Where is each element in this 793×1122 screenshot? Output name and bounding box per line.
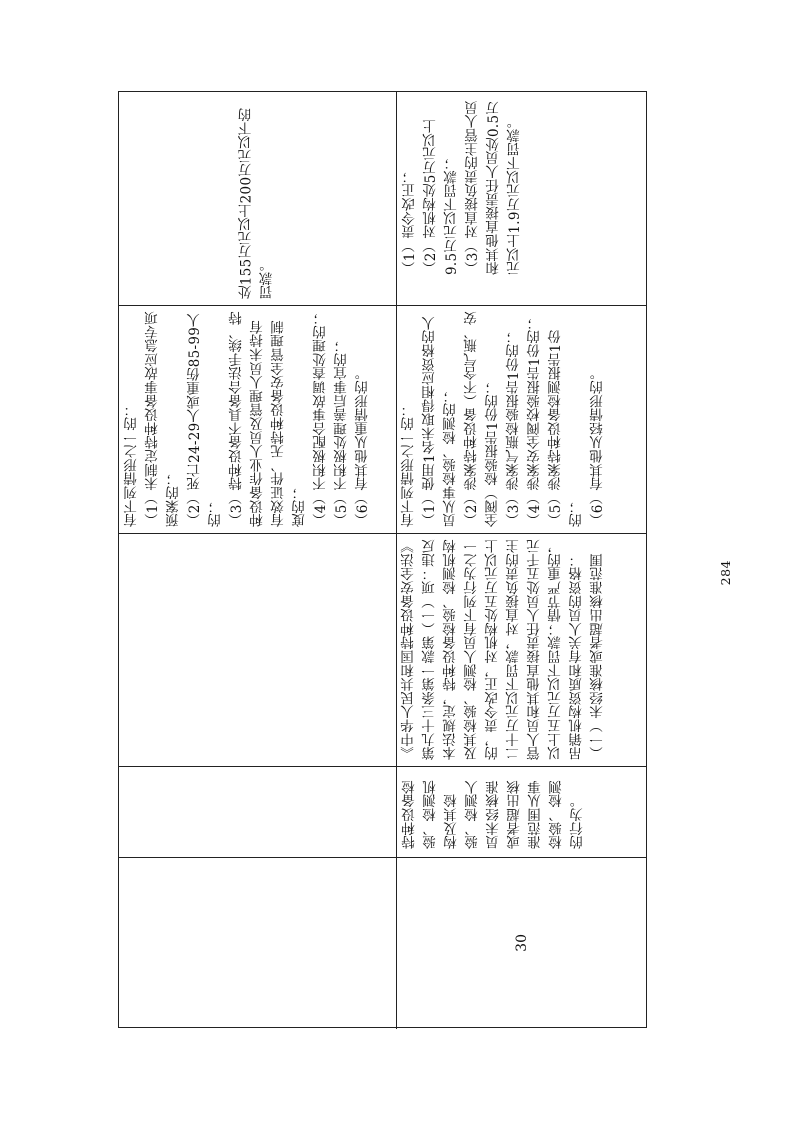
- row2-circumstance-line: （6）有其他从轻情形的。: [590, 366, 606, 527]
- row1-circumstance-line: 有下列情形之一的：: [124, 402, 140, 527]
- rotated-table: [118, 91, 647, 1028]
- row1-circumstances-cell: [119, 305, 396, 533]
- row2-circumstance-line: 有下列情形之一的：: [401, 402, 417, 527]
- row1-number-box: [119, 857, 396, 1029]
- row1-item: [119, 766, 396, 857]
- row2-item-number-cell: [396, 766, 648, 1029]
- column-divider-item-number: [119, 857, 646, 858]
- row1-circumstances: [119, 305, 396, 533]
- row2-basis-cell: [396, 533, 648, 766]
- row1-circumstance-line: （2）死亡24-29人或重伤85-99人的；: [187, 313, 224, 527]
- row1-circumstance-line: （6）有其他从重情形的。: [355, 366, 371, 527]
- row2-circumstance-line: （3）涉案气瓶检验报告1份的；: [506, 329, 522, 527]
- row1-penalty-cell: [119, 92, 396, 305]
- row2-item: 特种设备检验、检测机构及其检验、检测人员未经核准或者超出核准范围从事检验、检测的行为。: [402, 780, 586, 849]
- row2-circumstances-cell: [396, 305, 648, 533]
- page-number: 284: [718, 560, 733, 586]
- row2-circumstances: [396, 305, 648, 533]
- row2-penalty-line: （3）对直接负责的主管人员和其他直接责任人员处0.5万元以上1.9万元以下罚款。: [465, 100, 523, 275]
- row1-penalty-line: 处155万元以上200万元以下的罚款。: [238, 107, 276, 299]
- row1-circumstance-line: （4）不积极配合事故调查处理的；: [313, 311, 329, 527]
- row1-item-box: [119, 766, 396, 857]
- row2-penalty-cell: [396, 92, 648, 305]
- row1-circumstance-line: （3）特种设备不具备合法手续、特种设备作业人员及管理人员未持有有效证件、无特种设备安全管理制度的；: [229, 311, 308, 527]
- row1-penalty: [119, 92, 396, 305]
- row2-circumstance-line: （5）涉案特种设备检测报告1份的；: [548, 329, 585, 527]
- row2-item-box: [396, 766, 648, 857]
- row2-penalty-line: （1）责令改正；: [402, 169, 418, 275]
- row1-circumstance-line: （5）不积极处理善后事宜的；: [334, 338, 350, 527]
- row1-circumstance-line: （1）未制定特种设备事故应急专项预案的；: [145, 311, 182, 527]
- row1-item-number-cell: [119, 766, 396, 1029]
- row2-penalty: [396, 92, 648, 305]
- row2-circumstance-line: （4）涉案安全阀校验报告1份的；: [527, 316, 543, 527]
- row2-circumstance-line: （1）使用1名未取得相应资格的人员从事检验、检测的；: [422, 316, 459, 527]
- row2-penalty-line: （2）对机构处5万元以上9.5万元以下罚款；: [423, 119, 460, 275]
- row2-number: 30: [514, 934, 530, 952]
- row1-basis-cell: [119, 533, 396, 766]
- row2-basis: 《中华人民共和国特种设备安全法》第九十三条第一款第（一）项：违反本法规定，特种设备检验、检测机构及其检验、检测人员有下列行为之一的，责令改正，对机构处五万元以上二十万元以下罚款，对直接负责的主管人员和其他直接责任人员处五千元以上五万元以下罚款；情节严重的，吊销机构资质和有关人员的资格：（一）未经核准或者超出核准范围: [401, 539, 606, 760]
- row2-number-box: [396, 857, 648, 1029]
- row2-circumstance-line: （2）涉案特种设备（不含气瓶、安全阀）检验报告1份的；: [464, 311, 501, 527]
- row1-basis: [119, 533, 396, 766]
